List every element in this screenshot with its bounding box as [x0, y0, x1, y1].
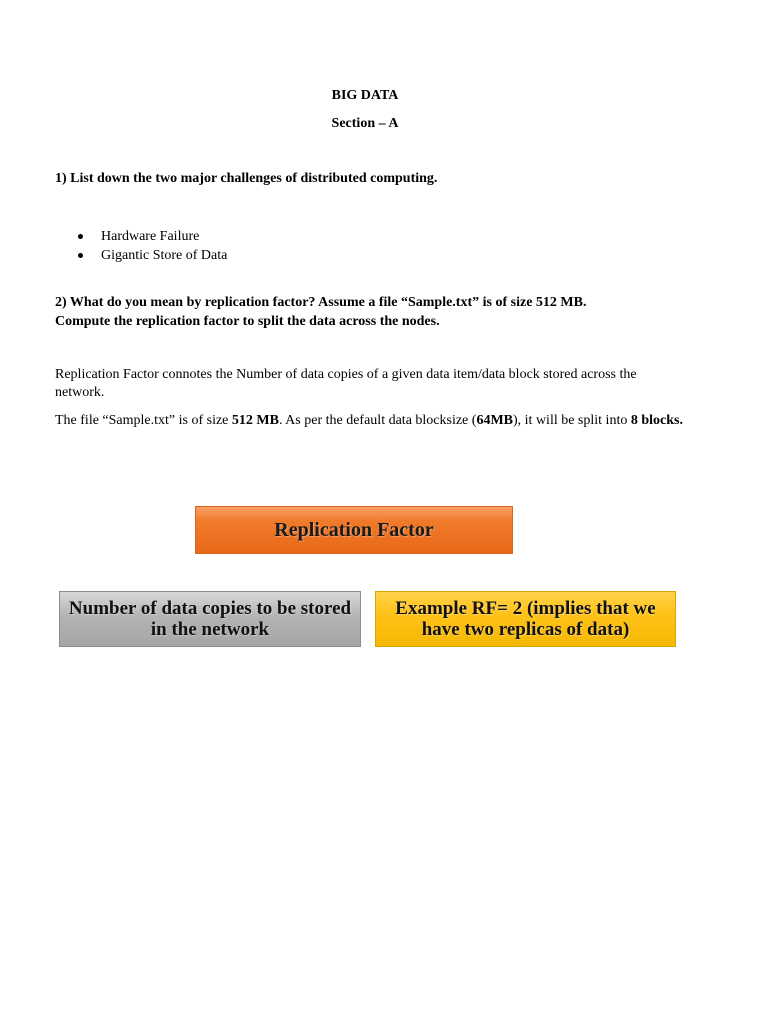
- question-2-line-1: 2) What do you mean by replication factor? Assume a file “Sample.txt” is of size 512 MB.: [55, 295, 587, 310]
- replication-factor-box: [195, 506, 513, 554]
- document-title: BIG DATA: [331, 88, 399, 103]
- bullet-icon: [78, 234, 83, 239]
- list-item: [78, 246, 227, 265]
- list-item-label: Gigantic Store of Data: [101, 248, 228, 263]
- list-item: [78, 227, 227, 246]
- para2-block-size: 64MB: [476, 413, 513, 428]
- question-2: [55, 293, 695, 331]
- answer-paragraph-1: Replication Factor connotes the Number of data copies of a given data item/data block stored across the network.: [55, 367, 637, 400]
- replication-factor-label: Replication Factor: [274, 518, 434, 541]
- answer-paragraph-2: [55, 412, 695, 430]
- question-1: 1) List down the two major challenges of distributed computing.: [55, 171, 438, 186]
- para2-text-2: . As per the default data blocksize (: [278, 413, 477, 428]
- example-label: Example RF= 2 (implies that we have two replicas of data): [395, 598, 656, 640]
- para2-file-size: 512 MB: [231, 413, 279, 428]
- para2-text-3: ), it will be split into: [513, 413, 631, 428]
- para2-text-1: The file “Sample.txt” is of size: [55, 413, 232, 428]
- question-2-line-2: Compute the replication factor to split the data across the nodes.: [55, 314, 440, 329]
- challenges-list: [78, 227, 227, 265]
- section-heading: Section – A: [331, 116, 399, 131]
- definition-label: Number of data copies to be stored in the network: [68, 598, 352, 640]
- example-box: [375, 591, 676, 647]
- bullet-icon: [78, 253, 83, 258]
- list-item-label: Hardware Failure: [101, 229, 200, 244]
- definition-box: [59, 591, 361, 647]
- para2-block-count: 8 blocks.: [630, 413, 683, 428]
